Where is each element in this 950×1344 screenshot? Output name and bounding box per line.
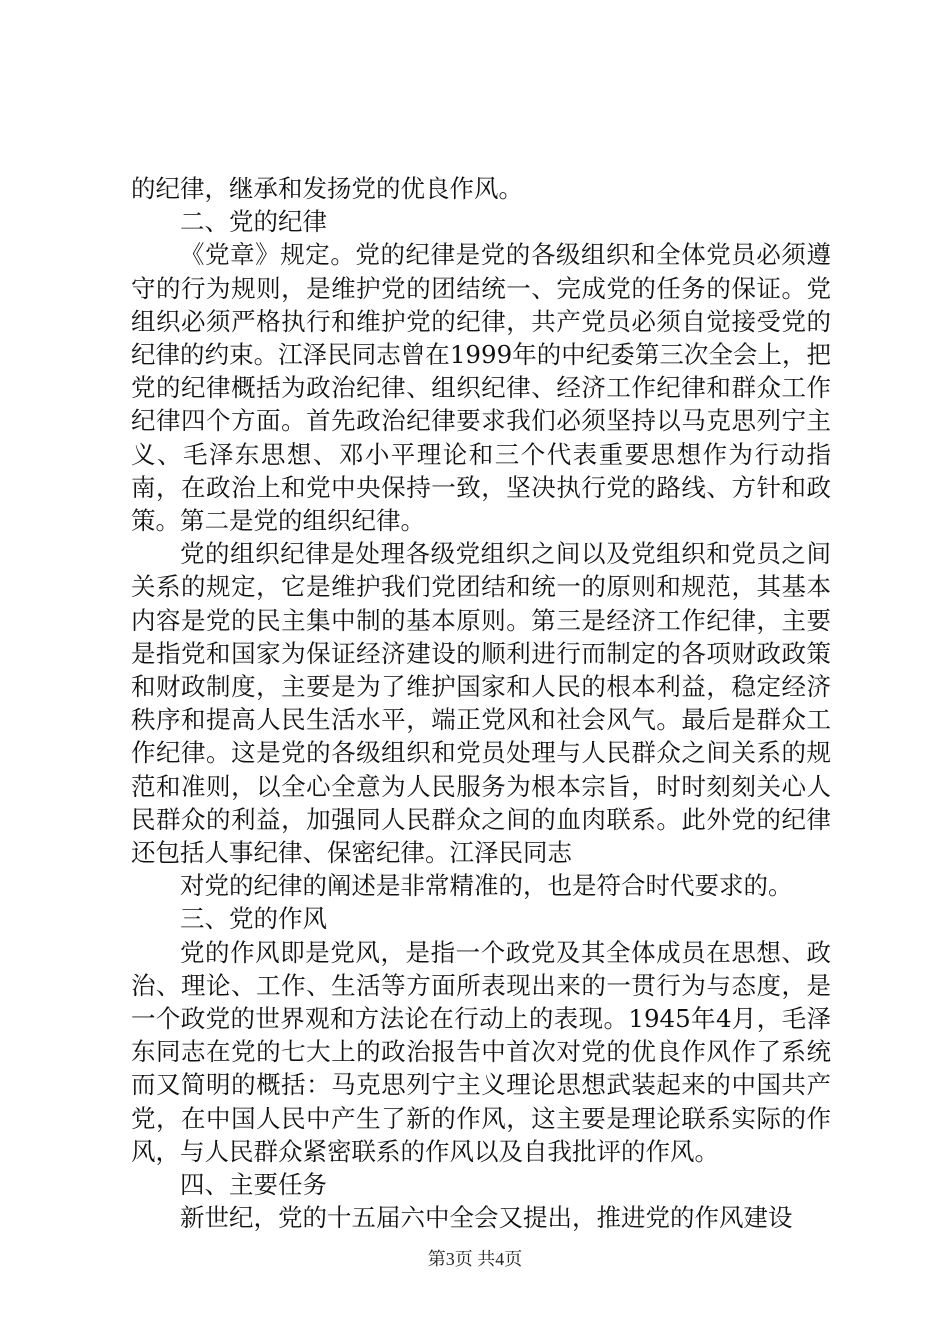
paragraph-continuation: 的纪律，继承和发扬党的优良作风。 (131, 174, 523, 203)
paragraph-organizational-discipline: 党的组织纪律是处理各级党组织之间以及党组织和党员之间关系的规定，它是维护我们党团结和统一的原则和规范，其基本内容是党的民主集中制的基本原则。第三是经济工作纪律，主要是指党和国家为保证经济建设的顺利进行而制定的各项财政政策和财政制度，主要是为了维护国家和人民的根本利益，稳定经济秩序和提高人民生活水平，端正党风和社会风气。最后是群众工作纪律。这是党的各级组织和党员处理与人民群众之间关系的规范和准则，以全心全意为人民服务为根本宗旨，时时刻刻关心人民群众的利益，加强同人民群众之间的血肉联系。此外党的纪律还包括人事纪律、保密纪律。江泽民同志 (131, 539, 831, 868)
section-heading-style: 三、党的作风 (180, 904, 327, 934)
section-heading-tasks: 四、主要任务 (180, 1170, 327, 1200)
section-heading-discipline: 二、党的纪律 (180, 207, 327, 237)
paragraph-new-century: 新世纪，党的十五届六中全会又提出，推进党的作风建设 (180, 1203, 793, 1233)
paragraph-discipline-summary: 对党的纪律的阐述是非常精准的，也是符合时代要求的。 (180, 871, 793, 901)
document-body (131, 172, 831, 1235)
paragraph-party-style: 党的作风即是党风，是指一个政党及其全体成员在思想、政治、理论、工作、生活等方面所表现出来的一贯行为与态度，是一个政党的世界观和方法论在行动上的表现。1945年4月，毛泽东同志在党的七大上的政治报告中首次对党的优良作风作了系统而又简明的概括：马克思列宁主义理论思想武装起来的中国共产党，在中国人民中产生了新的作风，这主要是理论联系实际的作风，与人民群众紧密联系的作风以及自我批评的作风。 (131, 937, 831, 1166)
paragraph-party-constitution: 《党章》规定。党的纪律是党的各级组织和全体党员必须遵守的行为规则，是维护党的团结统一、完成党的任务的保证。党组织必须严格执行和维护党的纪律，共产党员必须自觉接受党的纪律的约束。江泽民同志曾在1999年的中纪委第三次全会上，把党的纪律概括为政治纪律、组织纪律、经济工作纪律和群众工作纪律四个方面。首先政治纪律要求我们必须坚持以马克思列宁主义、毛泽东思想、邓小平理论和三个代表重要思想作为行动指南，在政治上和党中央保持一致，坚决执行党的路线、方针和政策。第二是党的组织纪律。 (131, 240, 831, 536)
page-number-footer: 第3页 共4页 (427, 1249, 523, 1269)
